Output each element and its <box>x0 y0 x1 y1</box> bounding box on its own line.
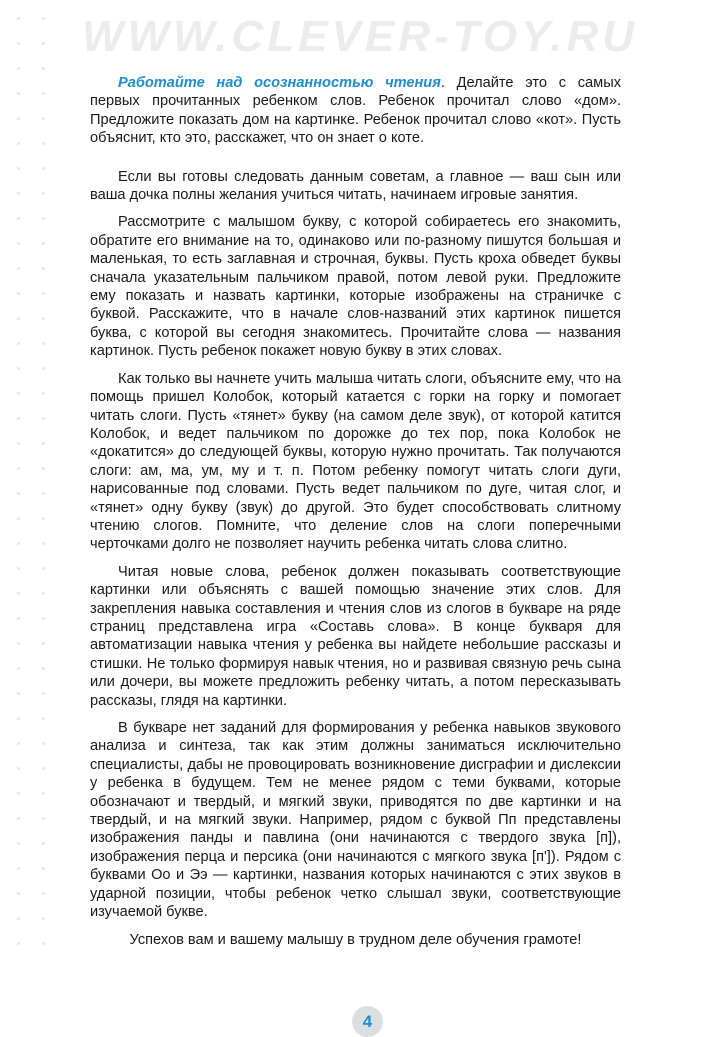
paragraph-2: Если вы готовы следовать данным советам, а главное — ваш сын или ваша дочка полны желания учиться читать, начинаем игровые занятия. <box>90 168 621 204</box>
paragraph-text: . Делайте это с самых первых прочитанных ребенком слов. Ребенок прочитал слово «дом». Предложите показать дом на картинке. Ребенок прочитал слово «кот». Пусть объяснит, кто это, расскажет, что он знает о коте. <box>90 75 621 147</box>
watermark: WWW.CLEVER-TOY.RU <box>81 12 639 61</box>
paragraph-1 <box>90 74 621 148</box>
paragraph-4: Как только вы начнете учить малыша читать слоги, объясните ему, что на помощь пришел Колобок, который катается с горки на горку и помогает читать слоги. Пусть «тянет» букву (на самом деле звук), от которой катится Колобок, и ведет пальчиком по дорожке до тех пор, пока Колобок не «докатится» до следующей буквы, которую нужно прочитать. Так получаются слоги: ам, ма, ум, му и т. п. Потом ребенку помогут читать слоги дуги, нарисованные под словами. Пусть ведет пальчиком по дуге, читая слог, и «тянет» одну букву (звук) до другой. Это будет способствовать слитному чтению слогов. Помните, что деление слов на слоги поперечными черточками долго не позволяет научить ребенка читать слова слитно. <box>90 370 621 553</box>
lead-phrase: Работайте над осознанностью чтения <box>118 75 441 91</box>
page-number-badge: 4 <box>352 1006 383 1037</box>
closing-line: Успехов вам и вашему малышу в трудном деле обучения грамоте! <box>129 932 582 949</box>
paragraph-6: В букваре нет заданий для формирования у ребенка навыков звукового анализа и синтеза, так как этим должны заниматься исключительно специалисты, дабы не провоцировать возникновение дисграфии и дислексии у ребенка в будущем. Тем не менее рядом с теми буквами, которые обозначают и твердый, и мягкий звуки, приводятся по две картинки и на твердый, и на мягкий звуки. Например, рядом с буквой Пп представлены изображения панды и павлина (они начинаются с твердого звука [п]), изображения перца и персика (они начинаются с мягкого звука [п']). Рядом с буквами Оо и Ээ — картинки, названия которых начинаются с этих звуков в ударной позиции, чтобы ребенок четко слышал звуки, соответствующие изучаемой букве. <box>90 720 621 921</box>
page-body <box>90 74 621 950</box>
paragraph-3: Рассмотрите с малышом букву, с которой собираетесь его знакомить, обратите его внимание на то, одинаково или по-разному пишутся большая и маленькая, то есть заглавная и строчная, буквы. Пусть кроха обведет буквы сначала указательным пальчиком правой, потом левой руки. Предложите ему показать и назвать картинки, которые изображены на страничке с буквой. Расскажите, что в начале слов-названий этих картинок пишется буква, с которой вы сегодня знакомитесь. Прочитайте слова — названия картинок. Пусть ребенок покажет новую букву в этих словах. <box>90 214 621 360</box>
paragraph-5: Читая новые слова, ребенок должен показывать соответствующие картинки или объяснять с вашей помощью значение этих слов. Для закрепления навыка составления и чтения слов из слогов в букваре на ряде страниц представлена игра «Составь слова». В конце букваря для автоматизации навыка чтения у ребенка вы найдете небольшие рассказы и стишки. Не только формируя навык чтения, но и развивая связную речь сына или дочери, вы можете предложить ребенку читать, а потом пересказывать рассказы, глядя на картинки. <box>90 563 621 709</box>
